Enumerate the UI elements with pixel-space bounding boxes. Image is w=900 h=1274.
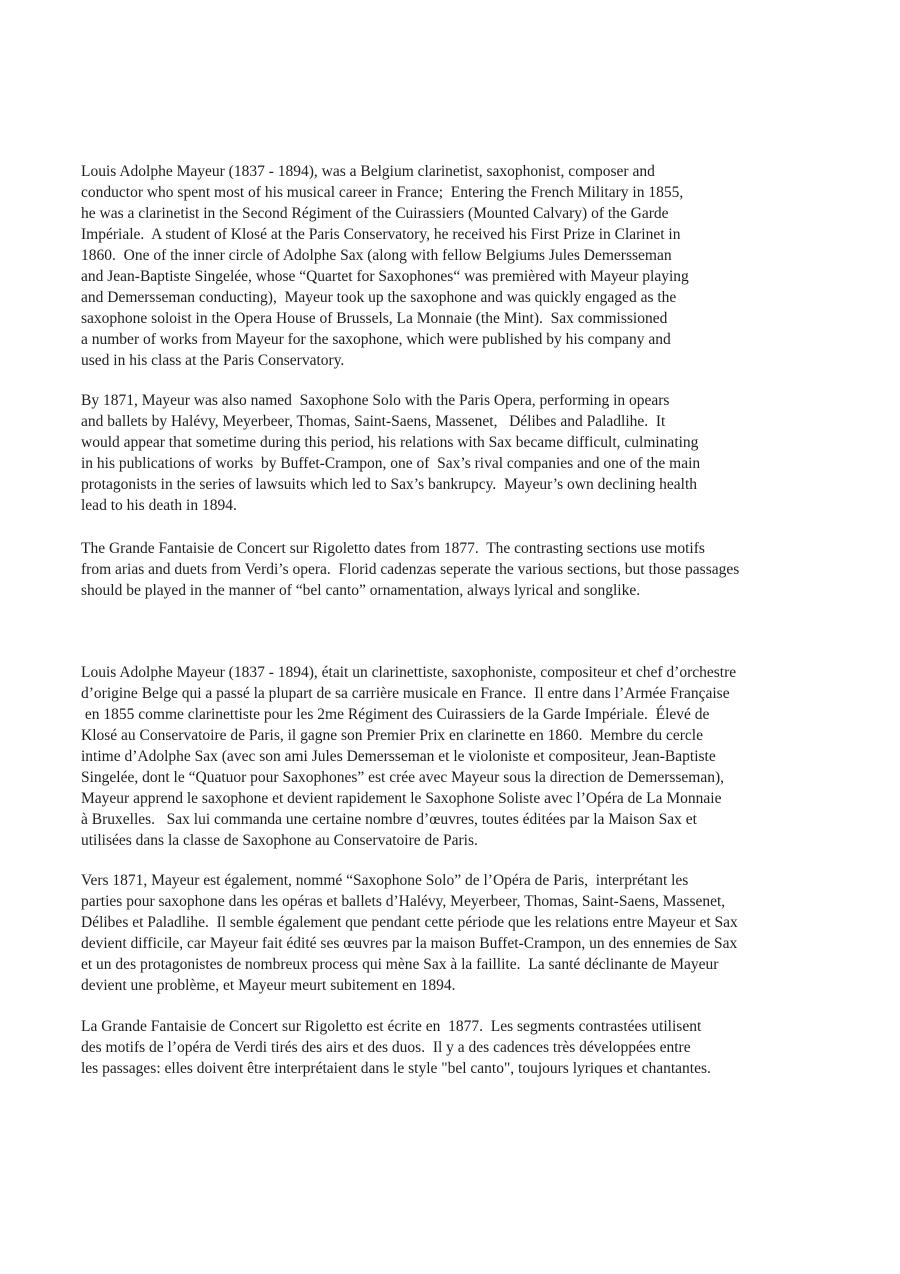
text-line: a number of works from Mayeur for the saxophone, which were published by his company and: [81, 331, 671, 348]
text-line: utilisées dans la classe de Saxophone au Conservatoire de Paris.: [81, 832, 478, 849]
text-line: d’origine Belge qui a passé la plupart de sa carrière musicale en France. Il entre dans l’Armée Française: [81, 685, 730, 702]
text-line: The Grande Fantaisie de Concert sur Rigoletto dates from 1877. The contrasting sections use motifs: [81, 540, 705, 557]
text-line: used in his class at the Paris Conservatory.: [81, 352, 345, 369]
text-line: Vers 1871, Mayeur est également, nommé “Saxophone Solo” de l’Opéra de Paris, interprétant les: [81, 872, 689, 889]
english-paragraph-paris-opera: [81, 390, 700, 516]
text-line: lead to his death in 1894.: [81, 497, 237, 514]
text-line: should be played in the manner of “bel canto” ornamentation, always lyrical and songlike.: [81, 582, 641, 599]
text-line: By 1871, Mayeur was also named Saxophone Solo with the Paris Opera, performing in opears: [81, 392, 670, 409]
text-line: saxophone soloist in the Opera House of Brussels, La Monnaie (the Mint). Sax commissioned: [81, 310, 668, 327]
english-paragraph-biography: [81, 161, 689, 371]
text-line: devient difficile, car Mayeur fait édité ses œuvres par la maison Buffet-Crampon, un des ennemies de Sax: [81, 935, 738, 952]
text-line: and ballets by Halévy, Meyerbeer, Thomas, Saint-Saens, Massenet, Délibes and Paladlihe. It: [81, 413, 666, 430]
text-line: from arias and duets from Verdi’s opera. Florid cadenzas seperate the various sections, but those passages: [81, 561, 740, 578]
text-line: La Grande Fantaisie de Concert sur Rigoletto est écrite en 1877. Les segments contrastées utilisent: [81, 1018, 702, 1035]
text-line: Mayeur apprend le saxophone et devient rapidement le Saxophone Soliste avec l’Opéra de La Monnaie: [81, 790, 722, 807]
french-paragraph-rigoletto: [81, 1016, 711, 1079]
text-line: parties pour saxophone dans les opéras et ballets d’Halévy, Meyerbeer, Thomas, Saint-Saens, Massenet,: [81, 893, 726, 910]
text-line: and Jean-Baptiste Singelée, whose “Quartet for Saxophones“ was premièred with Mayeur playing: [81, 268, 689, 285]
text-line: 1860. One of the inner circle of Adolphe Sax (along with fellow Belgiums Jules Demersseman: [81, 247, 672, 264]
text-line: devient une problème, et Mayeur meurt subitement en 1894.: [81, 977, 456, 994]
text-line: he was a clarinetist in the Second Régiment of the Cuirassiers (Mounted Calvary) of the Garde: [81, 205, 669, 222]
text-line: and Demersseman conducting), Mayeur took up the saxophone and was quickly engaged as the: [81, 289, 677, 306]
text-line: protagonists in the series of lawsuits which led to Sax’s bankrupcy. Mayeur’s own declining health: [81, 476, 698, 493]
french-paragraph-opera-de-paris: [81, 870, 738, 996]
text-line: would appear that sometime during this period, his relations with Sax became difficult, culminating: [81, 434, 699, 451]
text-line: intime d’Adolphe Sax (avec son ami Jules Demersseman et le violoniste et compositeur, Jean-Baptiste: [81, 748, 716, 765]
text-line: et un des protagonistes de nombreux process qui mène Sax à la faillite. La santé déclinante de Mayeur: [81, 956, 719, 973]
text-line: Louis Adolphe Mayeur (1837 - 1894), était un clarinettiste, saxophoniste, compositeur et chef d’orchestre: [81, 664, 737, 681]
english-paragraph-rigoletto: [81, 538, 739, 601]
text-line: Impériale. A student of Klosé at the Paris Conservatory, he received his First Prize in Clarinet in: [81, 226, 681, 243]
text-line: in his publications of works by Buffet-Crampon, one of Sax’s rival companies and one of the main: [81, 455, 701, 472]
text-line: les passages: elles doivent être interprétaient dans le style "bel canto", toujours lyriques et chantantes.: [81, 1060, 711, 1077]
text-line: à Bruxelles. Sax lui commanda une certaine nombre d’œuvres, toutes éditées par la Maison Sax et: [81, 811, 697, 828]
text-line: Singelée, dont le “Quatuor pour Saxophones” est crée avec Mayeur sous la direction de Demersseman),: [81, 769, 725, 786]
french-paragraph-biographie: [81, 662, 736, 851]
text-line: Délibes et Paladlihe. Il semble également que pendant cette période que les relations entre Mayeur et Sax: [81, 914, 738, 931]
text-line: des motifs de l’opéra de Verdi tirés des airs et des duos. Il y a des cadences très développées entre: [81, 1039, 691, 1056]
text-line: conductor who spent most of his musical career in France; Entering the French Military in 1855,: [81, 184, 684, 201]
text-line: Klosé au Conservatoire de Paris, il gagne son Premier Prix en clarinette en 1860. Membre du cercle: [81, 727, 703, 744]
text-line: Louis Adolphe Mayeur (1837 - 1894), was a Belgium clarinetist, saxophonist, composer and: [81, 163, 655, 180]
text-line: en 1855 comme clarinettiste pour les 2me Régiment des Cuirassiers de la Garde Impériale. Élevé de: [81, 706, 710, 723]
